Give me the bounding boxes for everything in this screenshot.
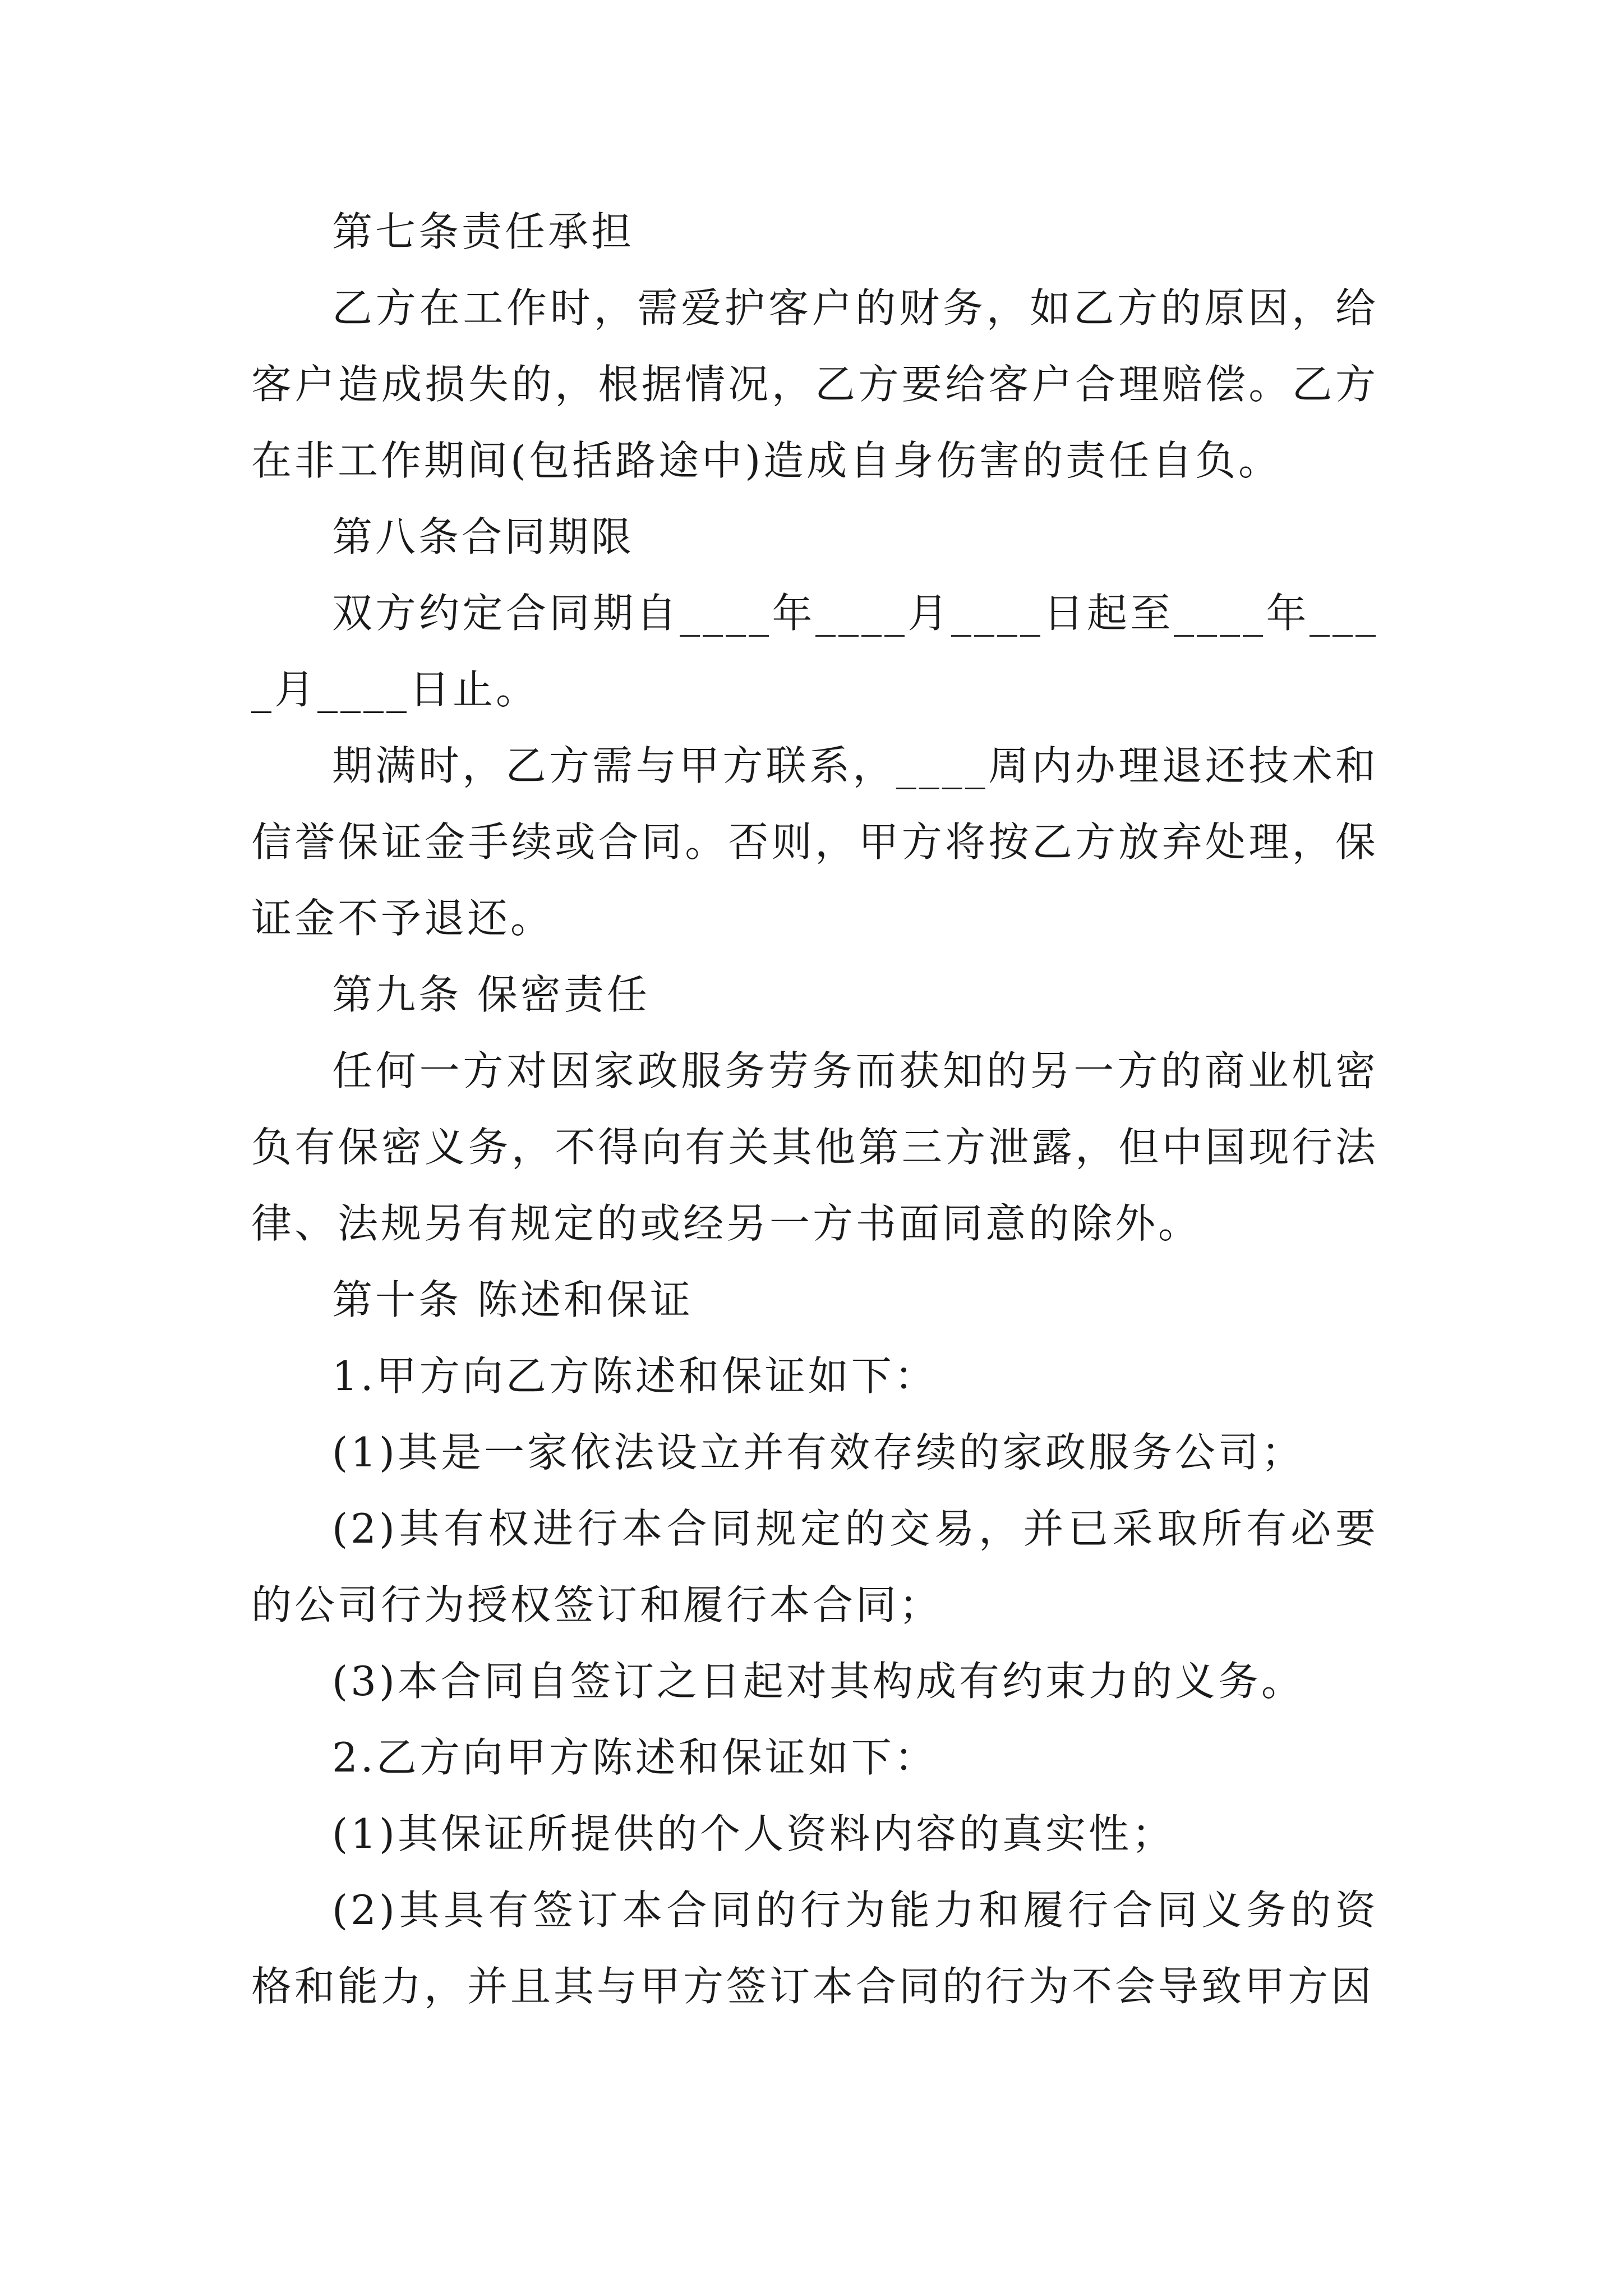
party-a-representation-3: (3)本合同自签订之日起对其构成有约束力的义务。: [332, 1658, 1304, 1705]
article-8-heading: 第八条合同期限: [332, 513, 635, 560]
party-a-representation-2: (2)其有权进行本合同规定的交易，并已采取所有必要的公司行为授权签订和履行本合同；: [251, 1505, 1378, 1628]
article-10-heading: 第十条 陈述和保证: [332, 1276, 693, 1323]
article-9-text: 任何一方对因家政服务劳务而获知的另一方的商业机密负有保密义务，不得向有关其他第三方泄露，但中国现行法律、法规另有规定的或经另一方书面同意的除外。: [251, 1047, 1378, 1247]
party-b-representations-intro: 2.乙方向甲方陈述和保证如下：: [332, 1734, 938, 1781]
party-b-representation-1: (1)其保证所提供的个人资料内容的真实性；: [332, 1810, 1175, 1857]
article-9-heading: 第九条 保密责任: [332, 971, 650, 1018]
article-7-text: 乙方在工作时，需爱护客户的财务，如乙方的原因，给客户造成损失的，根据情况，乙方要给客户合理赔偿。乙方在非工作期间(包括路途中)造成自身伤害的责任自负。: [251, 284, 1378, 484]
article-8-term-text: 双方约定合同期自____年____月____日起至____年____月____日止。: [251, 590, 1378, 713]
party-b-representation-2: (2)其具有签订本合同的行为能力和履行合同义务的资格和能力，并且其与甲方签订本合同的行为不会导致甲方因: [251, 1887, 1378, 2010]
document-body: [251, 194, 1378, 2024]
article-7-heading: 第七条责任承担: [332, 208, 635, 255]
party-a-representation-1: (1)其是一家依法设立并有效存续的家政服务公司；: [332, 1429, 1304, 1476]
article-8-expiry-text: 期满时，乙方需与甲方联系，____周内办理退还技术和信誉保证金手续或合同。否则，甲方将按乙方放弃处理，保证金不予退还。: [251, 742, 1378, 942]
party-a-representations-intro: 1.甲方向乙方陈述和保证如下：: [332, 1352, 938, 1400]
